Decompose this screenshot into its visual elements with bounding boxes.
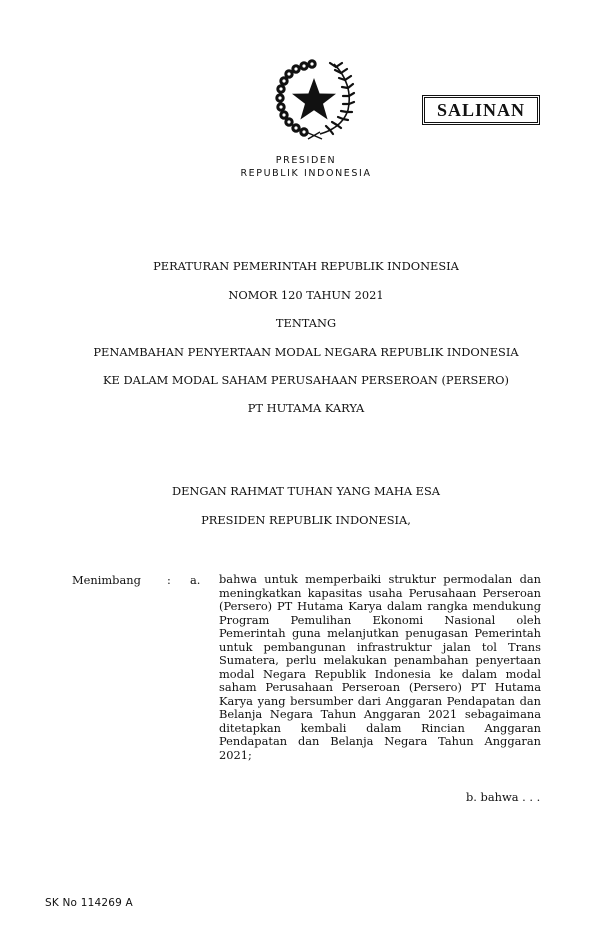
consideration-item-text [219, 573, 541, 762]
copy-stamp-label: SALINAN [436, 99, 526, 120]
consideration-line: Karya yang bersumber dari Anggaran Pendapatan dan [219, 693, 541, 708]
regulation-subject-line-2: KE DALAM MODAL SAHAM PERUSAHAAN PERSEROAN (PERSERO) [103, 373, 509, 387]
regulation-subject-line-1: PENAMBAHAN PENYERTAAN MODAL NEGARA REPUBLIK INDONESIA [93, 345, 519, 359]
consideration-line: ditetapkan kembali dalam Rincian Anggaran [219, 720, 541, 735]
document-code: SK No 114269 A [45, 897, 133, 909]
page-continuation-marker: b. bahwa . . . [466, 790, 541, 804]
considerations-label: Menimbang [72, 573, 141, 587]
preamble-authority: PRESIDEN REPUBLIK INDONESIA, [201, 513, 411, 527]
consideration-line: modal Negara Republik Indonesia ke dalam modal [219, 666, 541, 681]
consideration-line: Sumatera, perlu melakukan penambahan penyertaan [219, 653, 541, 667]
consideration-line: saham Perusahaan Perseroan (Persero) PT Hutama [219, 680, 541, 694]
state-emblem [272, 58, 356, 140]
garuda-star-wreath-emblem-icon [272, 58, 356, 140]
regulation-subject-line-3: PT HUTAMA KARYA [247, 401, 365, 415]
consideration-line: meningkatkan kapasitas usaha Perusahaan Perseroan [219, 585, 541, 600]
consideration-line: bahwa untuk memperbaiki struktur permodalan dan [219, 572, 541, 586]
consideration-line: Pendapatan dan Belanja Negara Tahun Anggaran [219, 734, 541, 748]
office-title-line-1: PRESIDEN [275, 155, 337, 166]
office-title-line-2: REPUBLIK INDONESIA [240, 168, 372, 179]
copy-stamp [422, 95, 540, 125]
considerations-colon: : [167, 573, 171, 587]
regulation-type: PERATURAN PEMERINTAH REPUBLIK INDONESIA [153, 259, 459, 273]
consideration-line: Belanja Negara Tahun Anggaran 2021 sebagaimana [219, 707, 541, 721]
consideration-item-letter: a. [190, 573, 201, 587]
preamble-invocation: DENGAN RAHMAT TUHAN YANG MAHA ESA [171, 484, 441, 498]
consideration-line: Program Pemulihan Ekonomi Nasional oleh [219, 612, 541, 627]
regulation-number: NOMOR 120 TAHUN 2021 [228, 288, 384, 302]
regulation-about: TENTANG [275, 316, 337, 330]
consideration-line: untuk pembangunan infrastruktur jalan tol Trans [219, 639, 541, 654]
consideration-line: Pemerintah guna melanjutkan penugasan Pemerintah [219, 626, 541, 640]
consideration-line: (Persero) PT Hutama Karya dalam rangka mendukung [219, 599, 541, 613]
consideration-line: 2021; [219, 747, 252, 762]
